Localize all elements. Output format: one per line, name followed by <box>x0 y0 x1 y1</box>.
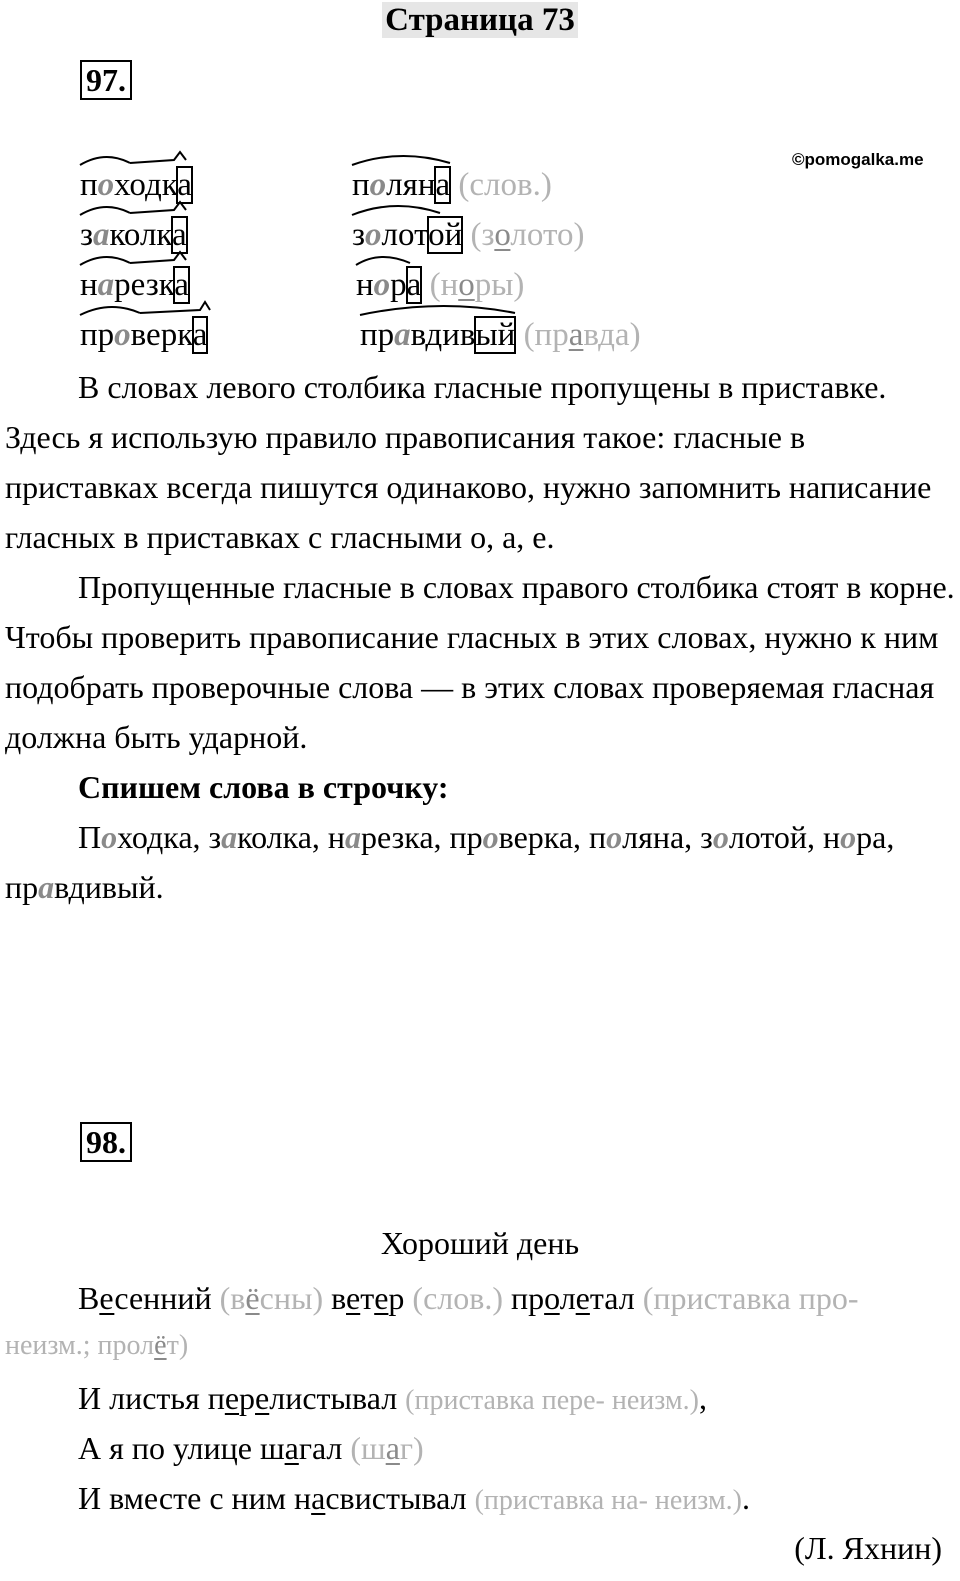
right-word-2: золотой (золото) <box>352 217 585 253</box>
answer-vowel: о <box>840 819 857 855</box>
answer-segment: ходка, з <box>117 819 222 855</box>
right-word-3: нора (норы) <box>356 267 525 303</box>
answer-segment: колка, н <box>237 819 346 855</box>
task-number-98: 98. <box>80 1122 132 1162</box>
answer-segment: верка, п <box>498 819 607 855</box>
poem-line-3: А я по улице шагал (шаг) <box>78 1430 424 1466</box>
answer-segment: вдивый. <box>54 869 164 905</box>
right-word-4: правдивый (правда) <box>360 317 641 353</box>
answer-vowel: а <box>38 869 55 905</box>
answer-vowel: а <box>221 819 238 855</box>
answer-vowel: о <box>482 819 499 855</box>
left-word-2: заколка <box>80 217 187 253</box>
explanation <box>5 362 955 912</box>
poem-line-2: И листья перелистывал (приставка пере- неизм.), <box>78 1380 707 1416</box>
answer-segment: резка, пр <box>361 819 483 855</box>
answer-segment: П <box>78 819 102 855</box>
poem-title: Хороший день <box>380 1225 580 1261</box>
poem-author: (Л. Яхнин) <box>794 1530 942 1566</box>
right-word-1: поляна (слов.) <box>352 167 552 203</box>
answer-vowel: о <box>101 819 118 855</box>
paragraph-right-column: Пропущенные гласные в словах правого столбика стоят в корне. Чтобы проверить правописание гласных в этих словах, нужно к ним подобрать проверочные слова — в этих словах проверяемая гласная должна быть ударной. <box>5 569 955 755</box>
left-word-3: нарезка <box>80 267 189 303</box>
page-title: Страница 73 <box>0 2 960 39</box>
answer-segment: лотой, н <box>728 819 841 855</box>
poem-line-1: Весенний (вёсны) ветер (слов.) пролетал (приставка про- <box>78 1280 859 1316</box>
answer-segment: ра, пр <box>5 819 895 905</box>
poem-line-4: И вместе с ним насвистывал (приставка на- неизм.). <box>78 1480 751 1516</box>
answer-vowel: о <box>712 819 729 855</box>
poem-line-1-continued: неизм.; пролёт) <box>5 1330 189 1361</box>
paragraph-left-column: В словах левого столбика гласные пропущены в приставке. Здесь я использую правило правописания такое: гласные в приставках всегда пишутся одинаково, нужно запомнить написание гласных в приставках с гласными о, а, е. <box>5 369 932 555</box>
answer-vowel: о <box>606 819 623 855</box>
answer-vowel: а <box>345 819 362 855</box>
answer-text <box>5 812 955 912</box>
watermark: ©pomogalka.me <box>792 150 924 169</box>
left-word-1: походка <box>80 167 192 203</box>
answer-segment: ляна, з <box>622 819 713 855</box>
task-number-97: 97. <box>80 60 132 100</box>
left-word-4: проверка <box>80 317 208 353</box>
answer-heading: Спишем слова в строчку: <box>78 769 449 805</box>
